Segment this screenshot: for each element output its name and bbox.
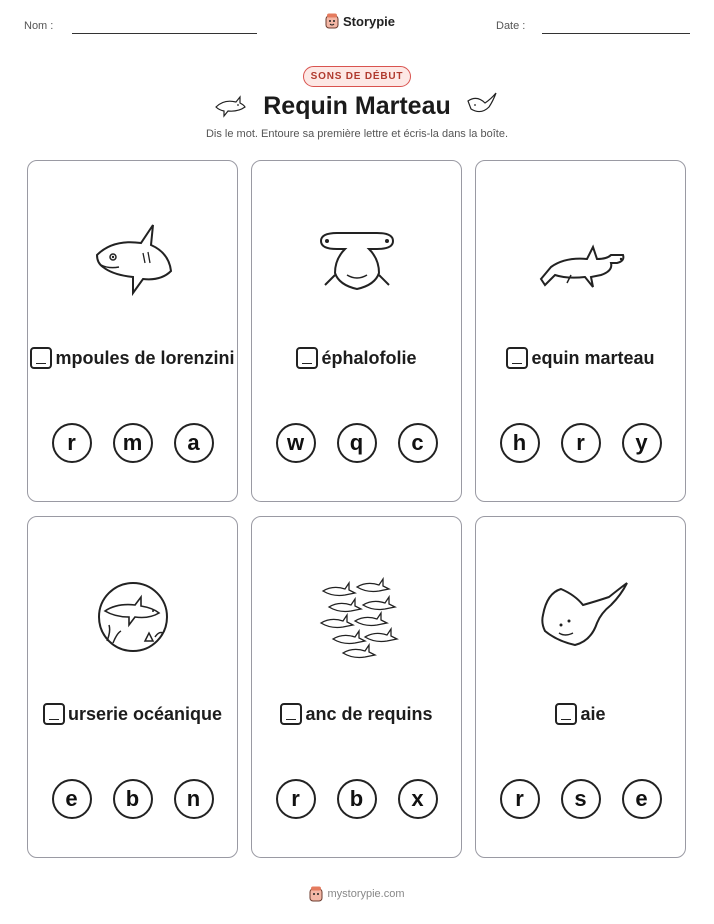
hammerhead-head-icon [307, 219, 407, 303]
letter-choices [28, 423, 237, 463]
letter-choice[interactable]: r [561, 423, 601, 463]
stingray-icon [531, 575, 631, 659]
letter-choice[interactable]: b [337, 779, 377, 819]
letter-choice[interactable]: e [622, 779, 662, 819]
letter-box[interactable] [43, 703, 65, 725]
shark-school-icon [307, 575, 407, 659]
word-row [252, 347, 461, 369]
letter-box[interactable] [30, 347, 52, 369]
word-text: éphalofolie [321, 347, 417, 368]
storypie-mascot-icon [309, 886, 323, 902]
word-card [27, 516, 238, 858]
word-card [251, 160, 462, 502]
shark-nursery-icon [83, 575, 183, 659]
letter-choices [28, 779, 237, 819]
letter-choice[interactable]: x [398, 779, 438, 819]
word-text: aie [580, 703, 606, 724]
stingray-icon [465, 91, 499, 119]
letter-box[interactable] [506, 347, 528, 369]
footer-url[interactable]: mystorypie.com [327, 888, 405, 900]
word-row [28, 347, 237, 369]
letter-choice[interactable]: h [500, 423, 540, 463]
word-row [252, 703, 461, 725]
name-label: Nom : [24, 20, 54, 32]
word-card [251, 516, 462, 858]
word-card [475, 160, 686, 502]
letter-choice[interactable]: r [500, 779, 540, 819]
letter-choice[interactable]: r [276, 779, 316, 819]
brand-name: Storypie [343, 13, 396, 29]
letter-choices [252, 779, 461, 819]
letter-choice[interactable]: r [52, 423, 92, 463]
letter-choice[interactable]: c [398, 423, 438, 463]
word-row [28, 703, 237, 725]
word-card [475, 516, 686, 858]
word-row [476, 347, 685, 369]
hammerhead-shark-icon [531, 219, 631, 303]
letter-choice[interactable]: a [174, 423, 214, 463]
storypie-mascot-icon [325, 13, 339, 29]
word-text: urserie océanique [67, 703, 223, 724]
letter-choice[interactable]: e [52, 779, 92, 819]
word-card [27, 160, 238, 502]
shark-icon [83, 219, 183, 303]
letter-box[interactable] [280, 703, 302, 725]
brand-logo [325, 13, 395, 29]
letter-choice[interactable]: s [561, 779, 601, 819]
instruction-text: Dis le mot. Entoure sa première lettre et écris-la dans la boîte. [205, 128, 509, 140]
letter-box[interactable] [296, 347, 318, 369]
name-line[interactable] [72, 33, 257, 34]
page-title: Requin Marteau [263, 92, 451, 120]
word-row [476, 703, 685, 725]
footer [0, 886, 714, 902]
letter-choices [476, 423, 685, 463]
date-label: Date : [496, 20, 526, 32]
category-badge: SONS DE DÉBUT [303, 66, 411, 87]
letter-choice[interactable]: n [174, 779, 214, 819]
word-text: anc de requins [305, 703, 433, 724]
letter-choice[interactable]: w [276, 423, 316, 463]
date-line[interactable] [542, 33, 690, 34]
letter-choices [252, 423, 461, 463]
letter-choices [476, 779, 685, 819]
letter-box[interactable] [555, 703, 577, 725]
letter-choice[interactable]: b [113, 779, 153, 819]
letter-choice[interactable]: y [622, 423, 662, 463]
word-text: mpoules de lorenzini [55, 347, 235, 368]
word-text: equin marteau [531, 347, 655, 368]
letter-choice[interactable]: m [113, 423, 153, 463]
letter-choice[interactable]: q [337, 423, 377, 463]
